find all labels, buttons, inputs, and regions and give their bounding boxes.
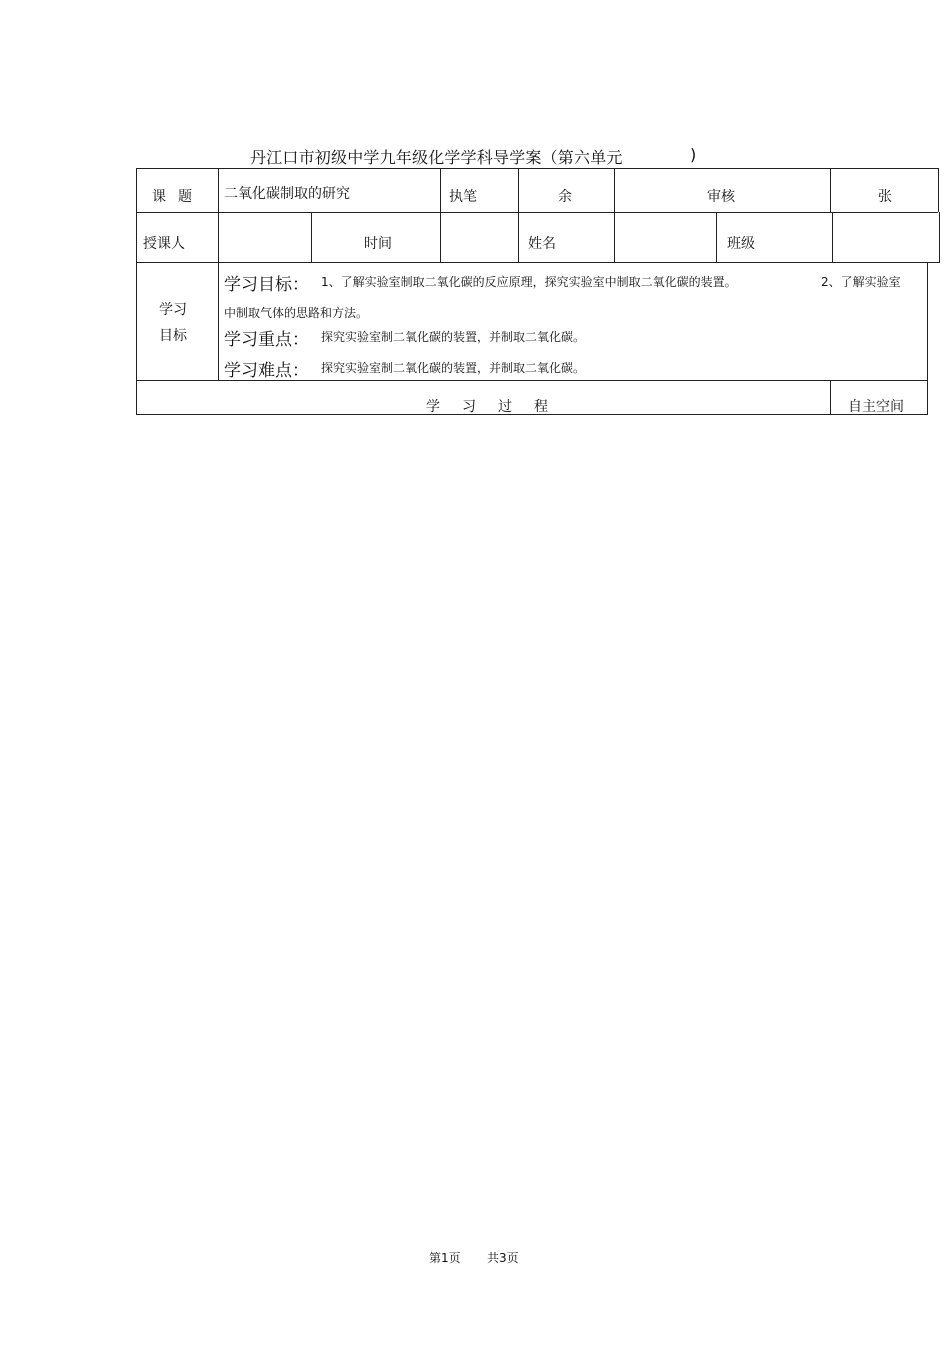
document-title: 丹江口市初级中学九年级化学学科导学案（第六单元 <box>250 148 623 167</box>
author-label: 执笔 <box>449 189 477 205</box>
objective-text-3: 中制取气体的思路和方法。 <box>224 306 369 320</box>
review-value: 张 <box>878 189 892 205</box>
name-label: 姓名 <box>528 236 556 252</box>
difficulty-heading: 学习难点： <box>224 361 309 381</box>
topic-label: 课题 <box>152 189 204 205</box>
objective-heading: 学习目标： <box>224 275 309 295</box>
page-number: 第1页 <box>429 1251 461 1265</box>
class-label: 班级 <box>727 236 755 252</box>
difficulty-text: 探究实验室制二氧化碳的装置，并制取二氧化碳。 <box>321 361 586 375</box>
goals-side-label-2: 目标 <box>159 328 187 344</box>
topic-value: 二氧化碳制取的研究 <box>224 186 350 202</box>
process-label: 学习过程 <box>426 399 570 415</box>
time-label: 时间 <box>364 236 392 252</box>
author-value: 余 <box>558 189 572 205</box>
objective-text-2: 2、了解实验室 <box>821 275 901 289</box>
self-space-label: 自主空间 <box>848 399 904 415</box>
objective-text-1: 1、了解实验室制取二氧化碳的反应原理，探究实验室中制取二氧化碳的装置。 <box>321 275 737 289</box>
document-title-close: ) <box>690 145 697 164</box>
teacher-label: 授课人 <box>143 236 185 252</box>
page-total: 共3页 <box>487 1251 519 1265</box>
goals-side-label-1: 学习 <box>159 302 187 318</box>
review-label: 审核 <box>707 189 735 205</box>
key-text: 探究实验室制二氧化碳的装置，并制取二氧化碳。 <box>321 330 586 344</box>
key-heading: 学习重点： <box>224 330 309 350</box>
